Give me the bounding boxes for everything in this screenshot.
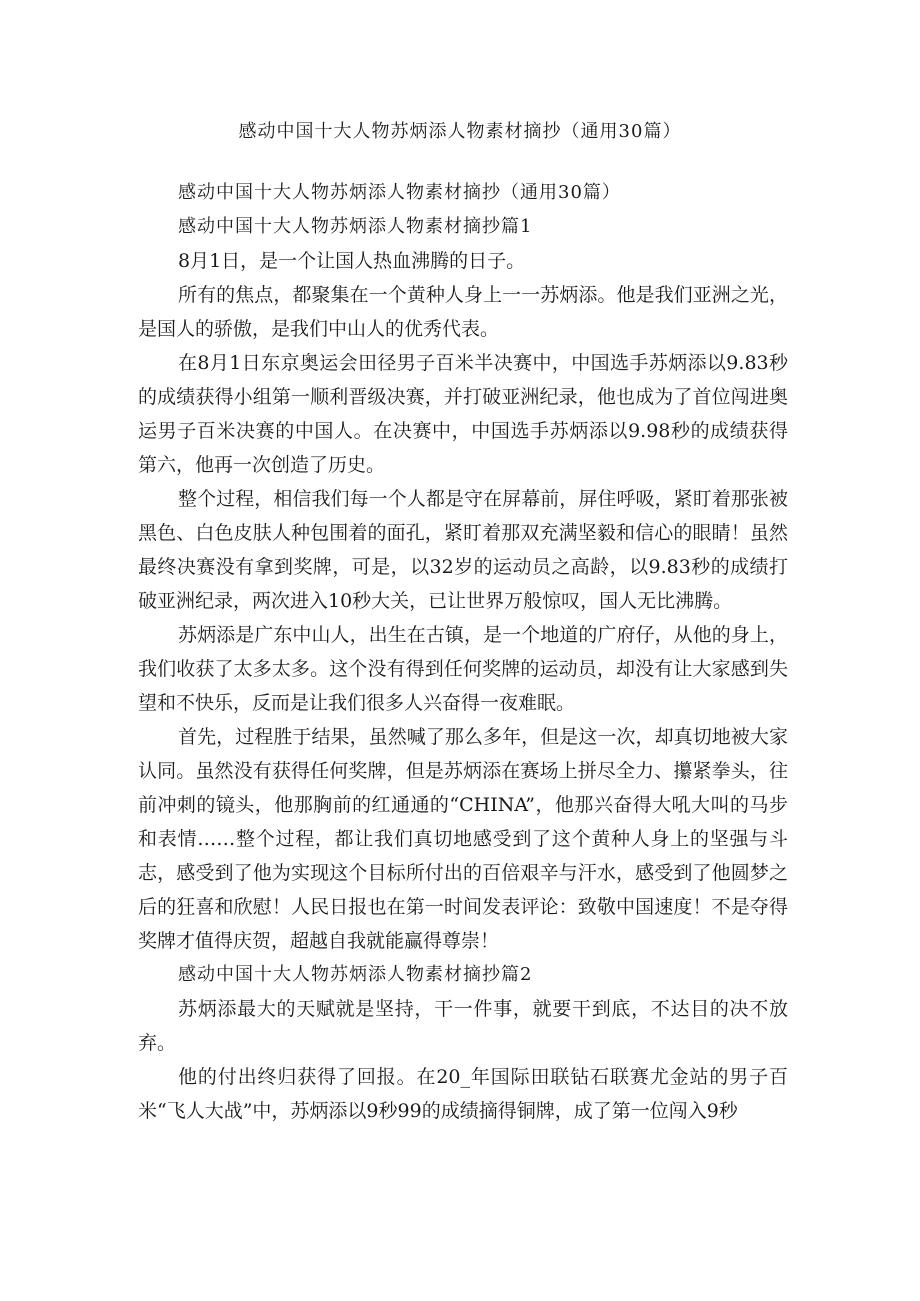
subtitle-heading: 感动中国十大人物苏炳添人物素材摘抄（通用30篇） [178,182,621,203]
paragraph: 苏炳添最大的天赋就是坚持，干一件事，就要干到底，不达目的决不放弃。 [138,998,788,1054]
paragraph: 苏炳添是广东中山人，出生在古镇，是一个地道的广府仔，从他的身上，我们收获了太多太多。这个没有得到任何奖牌的运动员，却没有让大家感到失望和不快乐，反而是让我们很多人兴奋得一夜难眠。 [138,624,788,714]
paragraph: 8月1日，是一个让国人热血沸腾的日子。 [178,250,526,272]
document-body [138,176,788,1128]
paragraph: 在8月1日东京奥运会田径男子百米半决赛中，中国选手苏炳添以9.83秒的成绩获得小组第一顺利晋级决赛，并打破亚洲纪录，他也成为了首位闯进奥运男子百米决赛的中国人。在决赛中，中国选手苏炳添以9.98秒的成绩获得第六，他再一次创造了历史。 [138,352,788,476]
section-heading-1: 感动中国十大人物苏炳添人物素材摘抄篇1 [178,216,533,237]
paragraph: 他的付出终归获得了回报。在20_年国际田联钻石联赛尤金站的男子百米“飞人大战”中，苏炳添以9秒99的成绩摘得铜牌，成了第一位闯入9秒 [138,1066,788,1122]
paragraph: 整个过程，相信我们每一个人都是守在屏幕前，屏住呼吸，紧盯着那张被黑色、白色皮肤人种包围着的面孔，紧盯着那双充满坚毅和信心的眼睛！虽然最终决赛没有拿到奖牌，可是，以32岁的运动员之高龄，以9.83秒的成绩打破亚洲纪录，两次进入10秒大关，已让世界万般惊叹，国人无比沸腾。 [138,488,788,612]
section-heading-2: 感动中国十大人物苏炳添人物素材摘抄篇2 [178,964,533,985]
paragraph: 首先，过程胜于结果，虽然喊了那么多年，但是这一次，却真切地被大家认同。虽然没有获得任何奖牌，但是苏炳添在赛场上拼尽全力、攥紧拳头，往前冲刺的镜头，他那胸前的红通通的“CHINA”，他那兴奋得大吼大叫的马步和表情……整个过程，都让我们真切地感受到了这个黄种人身上的坚强与斗志，感受到了他为实现这个目标所付出的百倍艰辛与汗水，感受到了他圆梦之后的狂喜和欣慰！人民日报也在第一时间发表评论：致敬中国速度！不是夺得奖牌才值得庆贺，超越自我就能赢得尊崇！ [138,726,788,952]
document-title: 感动中国十大人物苏炳添人物素材摘抄（通用30篇） [238,121,682,142]
paragraph: 所有的焦点，都聚集在一个黄种人身上一一苏炳添。他是我们亚洲之光，是国人的骄傲，是我们中山人的优秀代表。 [138,284,788,340]
